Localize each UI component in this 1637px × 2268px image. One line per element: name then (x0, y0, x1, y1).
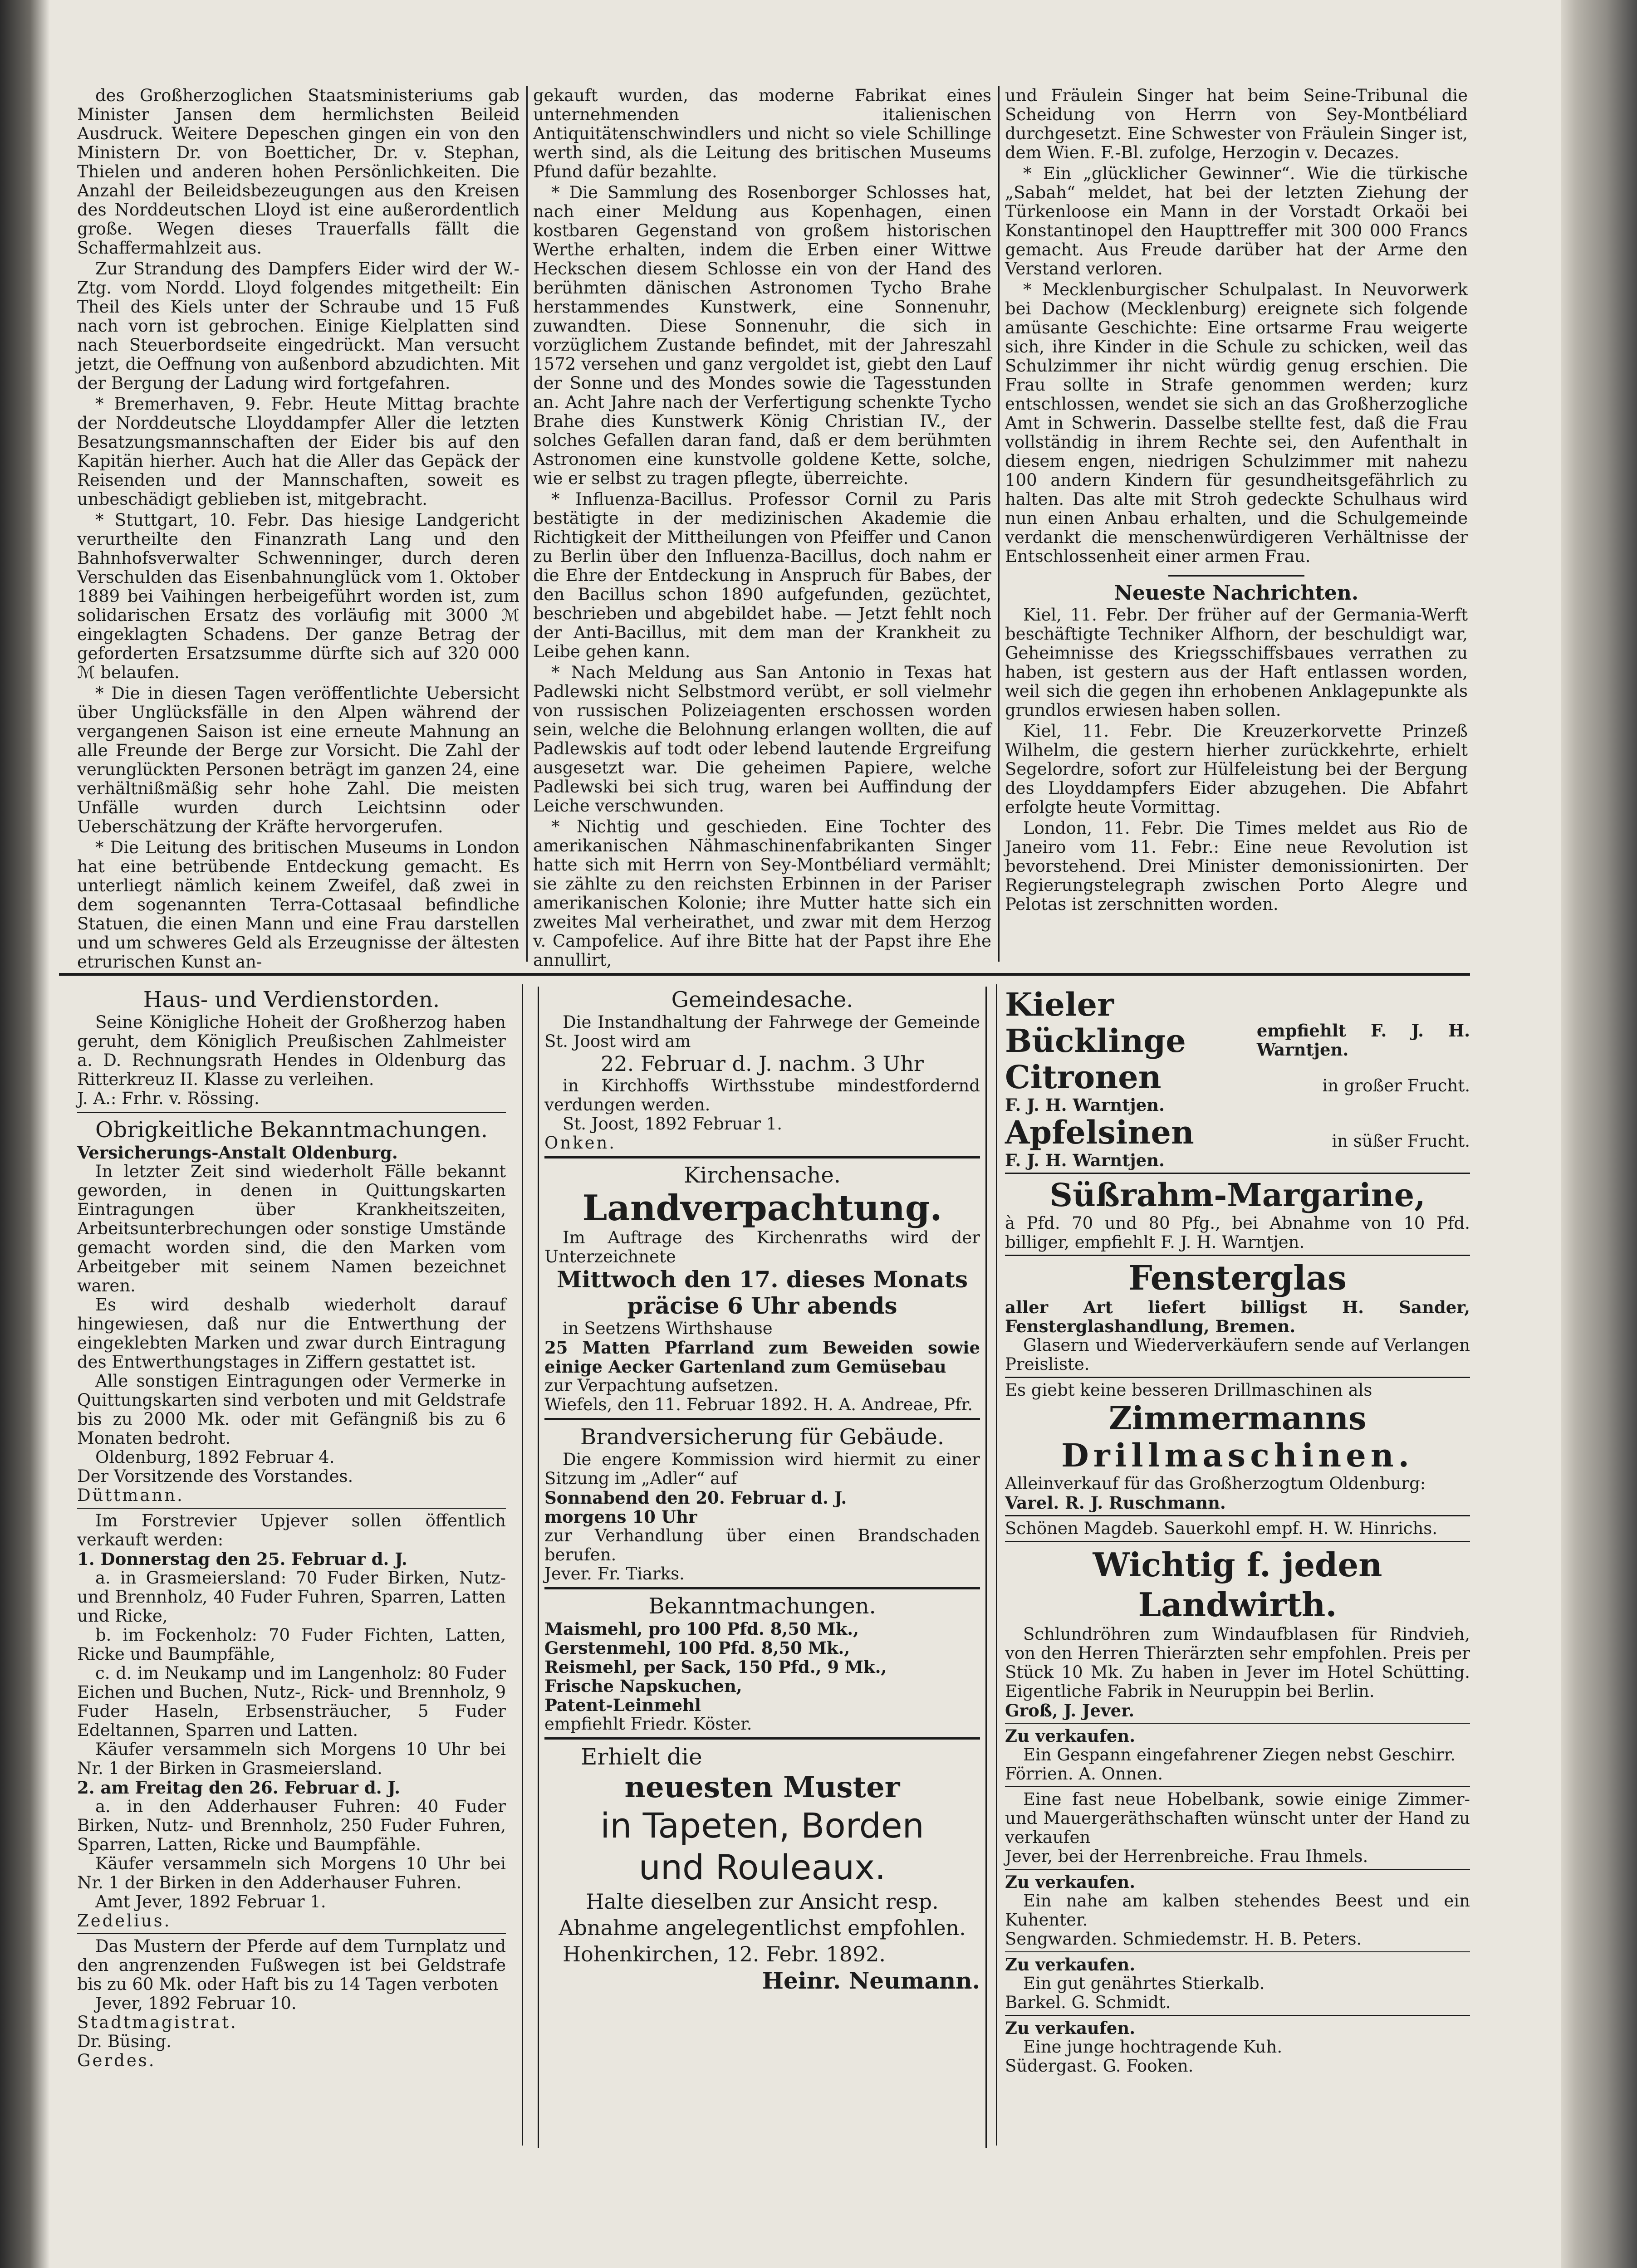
apfelsinen-sig: F. J. H. Warntjen. (1005, 1150, 1165, 1170)
gem-title: Gemeindesache. (671, 987, 853, 1012)
wichtig-heading: Wichtig f. jeden Landwirth. (1093, 1545, 1382, 1624)
col1-para: Zur Strandung des Dampfers Eider wird der W.-Ztg. vom Nordd. Lloyd folgendes mitgetheilt: Ein Theil des Kiels unter der Schraube und 15 Fuß nach vorn ist gebrochen. Einige Kielplatten sind nach Steuerbordseite eingedrückt. Man versucht jetzt, die Oeffnung von außenbord abzudichten. Mit der Bergung der Ladung wird fortgefahren. (77, 259, 520, 393)
col1-para: * Die in diesen Tagen veröffentlichte Uebersicht über Unglücksfälle in den Alpen während der vergangenen Saison ist eine erneute Mahnung an alle Freunde der Berge zur Vorsicht. Die Zahl der verunglückten Personen beträgt im ganzen 24, eine verhältnißmäßig sehr hohe Zahl. Die meisten Unfälle wurden durch Leichtsinn oder Ueberschätzung der Kräfte hervorgerufen. (77, 684, 520, 836)
kir-text: Im Auftrage des Kirchenraths wird der Unterzeichnete (544, 1228, 980, 1266)
forst-sig: Zedelius. (77, 1911, 172, 1931)
gem-place: St. Joost, 1892 Februar 1. (563, 1114, 782, 1134)
divider (544, 1737, 980, 1740)
bek-item: Gerstenmehl, 100 Pfd. 8,50 Mk., (544, 1638, 850, 1658)
ads-middle (538, 987, 987, 2148)
vk-sig: Sengwarden. Schmiedemstr. H. B. Peters. (1005, 1929, 1362, 1949)
vk-title: Zu verkaufen. (1005, 1872, 1136, 1892)
column-rule (526, 86, 528, 962)
vers-date: Oldenburg, 1892 Februar 4. (95, 1447, 335, 1467)
vk-sig: Jever, bei der Herrenbreiche. Frau Ihmels. (1005, 1847, 1368, 1866)
col3-para: und Fräulein Singer hat beim Seine-Tribunal die Scheidung von Herrn von Sey-Montbéliard durchgesetzt. Eine Schwester von Fräulein Singer ist, dem Wien. F.-Bl. zufolge, Herzogin v. Decazes. (1005, 86, 1468, 162)
vk-text: Eine junge hochtragende Kuh. (1023, 2037, 1283, 2057)
divider (1005, 1377, 1470, 1378)
margarine-text: à Pfd. 70 und 80 Pfg., bei Abnahme von 10 Pfd. billiger, empfiehlt F. J. H. Warntjen. (1005, 1213, 1470, 1252)
vers-sig: Düttmann. (77, 1486, 184, 1505)
column-rule (522, 984, 523, 2146)
kieler-heading: Kieler Bücklinge (1005, 986, 1186, 1060)
kir-date: Mittwoch den 17. dieses Monats (556, 1266, 968, 1293)
divider (544, 1156, 980, 1158)
divider (77, 1933, 506, 1934)
drill-sig: Varel. R. J. Ruschmann. (1005, 1493, 1226, 1513)
kir-date: präcise 6 Uhr abends (627, 1292, 897, 1319)
gem-sig: Onken. (544, 1133, 617, 1153)
tap-sig: Heinr. Neumann. (762, 1967, 980, 1994)
bek-title: Bekanntmachungen. (648, 1593, 876, 1619)
divider (1005, 1255, 1470, 1256)
section-rule (59, 973, 1470, 976)
column-3 (1005, 86, 1468, 962)
vk-title: Zu verkaufen. (1005, 2018, 1136, 2038)
pferde-date: Jever, 1892 Februar 10. (95, 1994, 297, 2013)
forst-item: a. in den Adderhauser Fuhren: 40 Fuder Birken, Nutz- und Brennholz, 250 Fuder Fuhren, Sparren, Latten, Ricke und Baumpfähle. (77, 1797, 506, 1854)
column-1 (77, 86, 520, 972)
kir-big: Landverpachtung. (582, 1188, 942, 1229)
vk-sig: Förrien. A. Onnen. (1005, 1764, 1163, 1784)
bek-item: Maismehl, pro 100 Pfd. 8,50 Mk., (544, 1619, 859, 1639)
brand-date: morgens 10 Uhr (544, 1507, 697, 1527)
column-2 (533, 86, 991, 970)
divider (1005, 1515, 1470, 1516)
gem-text: Die Instandhaltung der Fahrwege der Gemeinde St. Joost wird am (544, 1012, 980, 1051)
col2-para: * Nach Meldung aus San Antonio in Texas hat Padlewski nicht Selbstmord verübt, er soll vielmehr von russischen Polizeiagenten erschossen worden sein, welche die Belohnung erlangen wollten, die auf Padlewskis auf todt oder lebend lautende Ergreifung ausgesetzt war. Die geheimen Papiere, welche Padlewski bei sich trug, waren bei Auffindung der Leiche verschwunden. (533, 663, 991, 816)
kir-end: zur Verpachtung aufsetzen. (544, 1376, 779, 1395)
citronen-heading: Citronen (1005, 1058, 1162, 1096)
wichtig-sig: Groß, J. Jever. (1005, 1701, 1135, 1721)
pferde-text: Das Mustern der Pferde auf dem Turnplatz und den angrenzenden Fußwegen ist bei Geldstrafe bis zu 60 Mk. oder Haft bis zu 14 Tagen verboten (77, 1936, 506, 1994)
apfelsinen-heading: Apfelsinen (1005, 1114, 1194, 1151)
sauerkohl-text: Schönen Magdeb. Sauerkohl empf. H. W. Hinrichs. (1005, 1519, 1438, 1538)
pferde-sig: Dr. Büsing. (77, 2032, 172, 2051)
forst-item: b. im Fockenholz: 70 Fuder Fichten, Latten, Ricke und Baumpfähle, (77, 1625, 506, 1664)
bek-sig: empfiehlt Friedr. Köster. (544, 1714, 752, 1734)
col1-para: * Die Leitung des britischen Museums in London hat eine betrübende Entdeckung gemacht. Es unterliegt nämlich keinem Zweifel, daß zwei in dem sogenannten Terra-Cottasaal befindliche Statuen, die einen Mann und eine Frau darstellen und um schweres Geld als Erzeugnisse der ältesten etrurischen Kunst an- (77, 838, 520, 972)
column-rule (996, 984, 997, 2146)
vk-sig: Barkel. G. Schmidt. (1005, 1993, 1171, 2012)
orden-signature: J. A.: Frhr. v. Rössing. (77, 1089, 260, 1108)
tap-text: Halte dieselben zur Ansicht resp. Abnahme angelegentlichst empfohlen. (559, 1889, 966, 1940)
col2-para: * Die Sammlung des Rosenborger Schlosses hat, nach einer Meldung aus Kopenhagen, einen kostbaren Gegenstand von großem historischen Werthe erhalten, indem die Erben einer Wittwe Heckschen diesem Schlosse ein von der Hand des berühmten dänischen Astronomen Tycho Brahe herstammendes Kunstwerk, eine Sonnenuhr, zuwandten. Diese Sonnenuhr, die sich in vorzüglichem Zustande befindet, mit der Jahreszahl 1572 versehen und ganz vergoldet ist, giebt den Lauf der Sonne und des Mondes sowie die Tagesstunden an. Acht Jahre nach der Verfertigung schenkte Tycho Brahe dies Kunstwerk König Christian IV., der solches Gefallen daran fand, daß er dem berühmten Astronomen eine kunstvolle goldene Kette, solche, wie er selbst zu tragen pflegte, überreichte. (533, 183, 991, 488)
apfelsinen-sub: in süßer Frucht. (1332, 1131, 1470, 1151)
divider (1005, 1173, 1470, 1174)
forst-item: a. in Grasmeiersland: 70 Fuder Birken, Nutz- und Brennholz, 40 Fuder Fuhren, Sparren, Latten und Ricke, (77, 1568, 506, 1626)
kieler-sig: empfiehlt F. J. H. Warntjen. (1256, 1021, 1470, 1060)
divider (1005, 1723, 1470, 1724)
divider (544, 1418, 980, 1420)
forst-note: Käufer versammeln sich Morgens 10 Uhr bei Nr. 1 der Birken in Grasmeiersland. (77, 1740, 506, 1778)
gem-date: 22. Februar d. J. nachm. 3 Uhr (601, 1051, 924, 1076)
citronen-sig: F. J. H. Warntjen. (1005, 1095, 1165, 1115)
vers-text: In letzter Zeit sind wiederholt Fälle bekannt geworden, in denen in Quittungskarten Eintragungen über Krankheitszeiten, Arbeitsunterbrechungen oder sonstige Umstände gemacht worden sind, die den Marken vom Arbeitgeber mit seinem Namen bezeichnet waren. (77, 1162, 506, 1295)
vers-text: Alle sonstigen Eintragungen oder Vermerke in Quittungskarten sind verboten und mit Geldstrafe bis zu 2000 Mk. oder mit Gefängniß bis zu 6 Monaten bedroht. (77, 1371, 506, 1448)
orden-text: Seine Königliche Hoheit der Großherzog haben geruht, dem Königlich Preußischen Zahlmeister a. D. Rechnungsrath Hendes in Oldenburg das Ritterkreuz II. Klasse zu verleihen. (77, 1012, 506, 1089)
brand-sig: Jever. Fr. Tiarks. (544, 1564, 685, 1584)
news-title: Neueste Nachrichten. (1114, 582, 1359, 605)
vk-text: Eine fast neue Hobelbank, sowie einige Zimmer- und Mauergeräthschaften wünscht unter der Hand zu verkaufen (1005, 1789, 1470, 1847)
col1-para: * Bremerhaven, 9. Febr. Heute Mittag brachte der Norddeutsche Lloyddampfer Aller die letzten Besatzungsmannschaften der Eider bis auf den Kapitän hierher. Auch hat die Aller das Gepäck der Reisenden und der Mannschaften, soweit es unbeschädigt geblieben ist, mitgebracht. (77, 394, 520, 509)
vk-title: Zu verkaufen. (1005, 1726, 1136, 1746)
kir-place: in Seetzens Wirthshause (563, 1319, 773, 1338)
forst-date-2: 2. am Freitag den 26. Februar d. J. (77, 1778, 401, 1798)
brand-text: Die engere Kommission wird hiermit zu einer Sitzung im „Adler“ auf (544, 1450, 980, 1488)
pferde-sig: Stadtmagistrat. (77, 2013, 238, 2032)
vk-text: Ein nahe am kalben stehendes Beest und ein Kuhenter. (1005, 1891, 1470, 1930)
forst-date-1: 1. Donnerstag den 25. Februar d. J. (77, 1549, 407, 1569)
drill-heading: Drillmaschinen. (1061, 1437, 1414, 1474)
news-item: London, 11. Febr. Die Times meldet aus Rio de Janeiro vom 11. Febr.: Eine neue Revolution ist bevorstehend. Drei Minister demonissionirten. Der Regierungstelegraph zwischen Porto Alegre und Pelotas ist zerschnitten worden. (1005, 818, 1468, 914)
margarine-heading: Süßrahm-Margarine, (1049, 1176, 1426, 1214)
brand-title: Brandversicherung für Gebäude. (580, 1424, 945, 1450)
ads-right (1005, 987, 1470, 2148)
obrig-title: Obrigkeitliche Bekanntmachungen. (95, 1117, 488, 1143)
kir-sig: Wiefels, den 11. Februar 1892. H. A. Andreae, Pfr. (544, 1395, 973, 1414)
vk-text: Ein Gespann eingefahrener Ziegen nebst Geschirr. (1023, 1745, 1456, 1765)
tap-heading: neuesten Muster (624, 1770, 900, 1804)
wichtig-text: Schlundröhren zum Windaufblasen für Rindvieh, von den Herren Thierärzten sehr empfohlen. Preis per Stück 10 Mk. Zu haben in Jever im Hotel Schütting. Eigentliche Fabrik in Neuruppin bei Berlin. (1005, 1624, 1470, 1701)
col2-para: * Influenza-Bacillus. Professor Cornil zu Paris bestätigte in der medizinischen Akademie die Richtigkeit der Mittheilungen von Pfeiffer und Canon zu Berlin über den Influenza-Bacillus, doch nahm er die Ehre der Entdeckung in Anspruch für Babes, der den Bacillus schon 1890 aufgefunden, gezüchtet, beschrieben und abgebildet habe. — Jetzt fehlt noch der Anti-Bacillus, mit dem man der Krankheit zu Leibe gehen kann. (533, 489, 991, 661)
fenster-text: aller Art liefert billigst H. Sander, Fensterglashandlung, Bremen. (1005, 1297, 1470, 1336)
vk-text: Ein gut genährtes Stierkalb. (1023, 1974, 1265, 1993)
col2-para: gekauft wurden, das moderne Fabrikat eines unternehmenden italienischen Antiquitätenschwindlers und nicht so viele Schillinge werth sind, als die Leitung des britischen Museums Pfund dafür bezahlte. (533, 86, 991, 181)
divider (1005, 1786, 1470, 1787)
forst-note: Käufer versammeln sich Morgens 10 Uhr bei Nr. 1 der Birken in den Adderhauser Fuhren. (77, 1854, 506, 1892)
divider (1005, 1869, 1470, 1870)
vk-title: Zu verkaufen. (1005, 1955, 1136, 1975)
page-edge (1561, 0, 1637, 2268)
col1-para: * Stuttgart, 10. Febr. Das hiesige Landgericht verurtheilte den Finanzrath Lang und den Bahnhofsverwalter Schwenninger, durch deren Verschulden das Eisenbahnunglück vom 1. Oktober 1889 bei Vaihingen herbeigeführt worden ist, zum solidarischen Ersatz des vorläufig mit 3000 ℳ eingeklagten Schadens. Der ganze Betrag der geforderten Ersatzsumme dürfte sich auf 320 000 ℳ belaufen. (77, 510, 520, 682)
news-item: Kiel, 11. Febr. Der früher auf der Germania-Werft beschäftigte Techniker Alfhorn, der beschuldigt war, Geheimnisse des Kriegsschiffsbaues verrathen zu haben, ist gestern aus der Haft entlassen worden, weil sich die gegen ihn erhobenen Anklagepunkte als grundlos erwiesen haben sollen. (1005, 605, 1468, 720)
divider (1005, 1951, 1470, 1952)
forst-place: Amt Jever, 1892 Februar 1. (95, 1892, 326, 1911)
col2-para: * Nichtig und geschieden. Eine Tochter des amerikanischen Nähmaschinenfabrikanten Singer hatte sich mit Herrn von Sey-Montbéliard vermählt; sie zählte zu den reichsten Erbinnen in der Pariser amerikanischen Kolonie; ihre Mutter hatte sich ein zweites Mal verheirathet, und zwar mit dem Herzog v. Campofelice. Auf ihre Bitte hat der Papst ihre Ehe annullirt, (533, 817, 991, 970)
divider (77, 1508, 506, 1509)
bek-item: Reismehl, per Sack, 150 Pfd., 9 Mk., (544, 1657, 887, 1677)
divider (77, 1112, 506, 1113)
col1-para: des Großherzoglichen Staatsministeriums gab Minister Jansen dem hermlichsten Beileid Ausdruck. Weitere Depeschen gingen ein von den Ministern Dr. von Boetticher, Dr. v. Stephan, Thielen und anderen hohen Persönlichkeiten. Die Anzahl der Beileidsbezeugungen aus den Kreisen des Norddeutschen Lloyd ist eine außerordentlich große. Wegen dieses Trauerfalls fällt die Schaffermahlzeit aus. (77, 86, 520, 258)
drill-heading: Zimmermanns (1108, 1399, 1367, 1437)
drill-text: Alleinverkauf für das Großherzogtum Oldenburg: (1005, 1474, 1426, 1493)
news-item: Kiel, 11. Febr. Die Kreuzerkorvette Prinzeß Wilhelm, die gestern hierher zurückkehrte, erhielt Segelordre, sofort zur Hülfeleistung bei der Bergung des Lloyddampfers Eider abzugehen. Die Abfahrt erfolgte heute Vormittag. (1005, 721, 1468, 817)
kir-item: 25 Matten Pfarrland zum Beweiden sowie einige Aecker Gartenland zum Gemüsebau (544, 1338, 980, 1377)
fenster-heading: Fensterglas (1128, 1259, 1347, 1298)
tap-heading: und Rouleaux. (638, 1847, 886, 1887)
orden-title: Haus- und Verdienstorden. (143, 987, 440, 1012)
forst-intro: Im Forstrevier Upjever sollen öffentlich verkauft werden: (77, 1511, 506, 1549)
kir-title: Kirchensache. (684, 1163, 841, 1188)
vers-title: Versicherungs-Anstalt Oldenburg. (77, 1143, 398, 1163)
divider (1168, 575, 1304, 577)
column-rule (998, 86, 1000, 962)
bek-item: Frische Napskuchen, (544, 1676, 742, 1696)
bek-item: Patent-Leinmehl (544, 1695, 701, 1715)
forst-item: c. d. im Neukamp und im Langenholz: 80 Fuder Eichen und Buchen, Nutz-, Rick- und Brennholz, 9 Fuder Haseln, Erbsensträucher, 5 Fuder Edeltannen, Sparren und Latten. (77, 1663, 506, 1740)
vk-sig: Südergast. G. Fooken. (1005, 2056, 1194, 2076)
vers-sig: Der Vorsitzende des Vorstandes. (77, 1466, 353, 1486)
fenster-text: Glasern und Wiederverkäufern sende auf Verlangen Preisliste. (1005, 1335, 1470, 1374)
brand-end: zur Verhandlung über einen Brandschaden berufen. (544, 1526, 980, 1564)
tap-intro: Erhielt die (581, 1744, 702, 1770)
vers-text: Es wird deshalb wiederholt darauf hingewiesen, daß nur die Entwerthung der eingeklebten Marken und zwar durch Eintragung des Entwerthungstages in Ziffern gestattet ist. (77, 1295, 506, 1372)
pferde-sig: Gerdes. (77, 2051, 156, 2070)
gem-text: in Kirchhoffs Wirthsstube mindestfordernd verdungen werden. (544, 1076, 980, 1114)
drill-intro: Es giebt keine besseren Drillmaschinen als (1005, 1380, 1372, 1400)
ads-left (77, 987, 506, 2148)
col3-para: * Mecklenburgischer Schulpalast. In Neuvorwerk bei Dachow (Mecklenburg) ereignete sich folgende amüsante Geschichte: Eine ortsarme Frau weigerte sich, ihre Kinder in die Schule zu schicken, weil das Schulzimmer ihr nicht würdig genug erschien. Die Frau sollte in Strafe genommen werden; kurz entschlossen, wendet sie sich an das Großherzogliche Amt in Schwerin. Dasselbe stellte fest, daß die Frau vollständig in ihrem Rechte sei, den Aufenthalt in diesem engen, niedrigen Schulzimmer mit nahezu 100 andern Kindern für gesundheitsgefährlich zu halten. Das alte mit Stroh gedeckte Schulhaus wird nun einen Anbau erhalten, und die Schulgemeinde verdankt die menschenwürdigeren Verhältnisse der Entschlossenheit einer armen Frau. (1005, 280, 1468, 566)
divider (1005, 1541, 1470, 1542)
brand-date: Sonnabend den 20. Februar d. J. (544, 1488, 847, 1508)
citronen-sub: in großer Frucht. (1322, 1076, 1470, 1095)
tap-place: Hohenkirchen, 12. Febr. 1892. (563, 1942, 886, 1966)
page-gutter (0, 0, 50, 2268)
tap-heading: in Tapeten, Borden (600, 1805, 924, 1846)
col3-para: * Ein „glücklicher Gewinner“. Wie die türkische „Sabah“ meldet, hat bei der letzten Ziehung der Türkenloose ein Mann in der Vorstadt Orkaöi bei Konstantinopel den Haupttreffer mit 300 000 Francs gemacht. Aus Freude darüber hat der Arme den Verstand verloren. (1005, 164, 1468, 279)
divider (1005, 2015, 1470, 2016)
divider (544, 1587, 980, 1589)
